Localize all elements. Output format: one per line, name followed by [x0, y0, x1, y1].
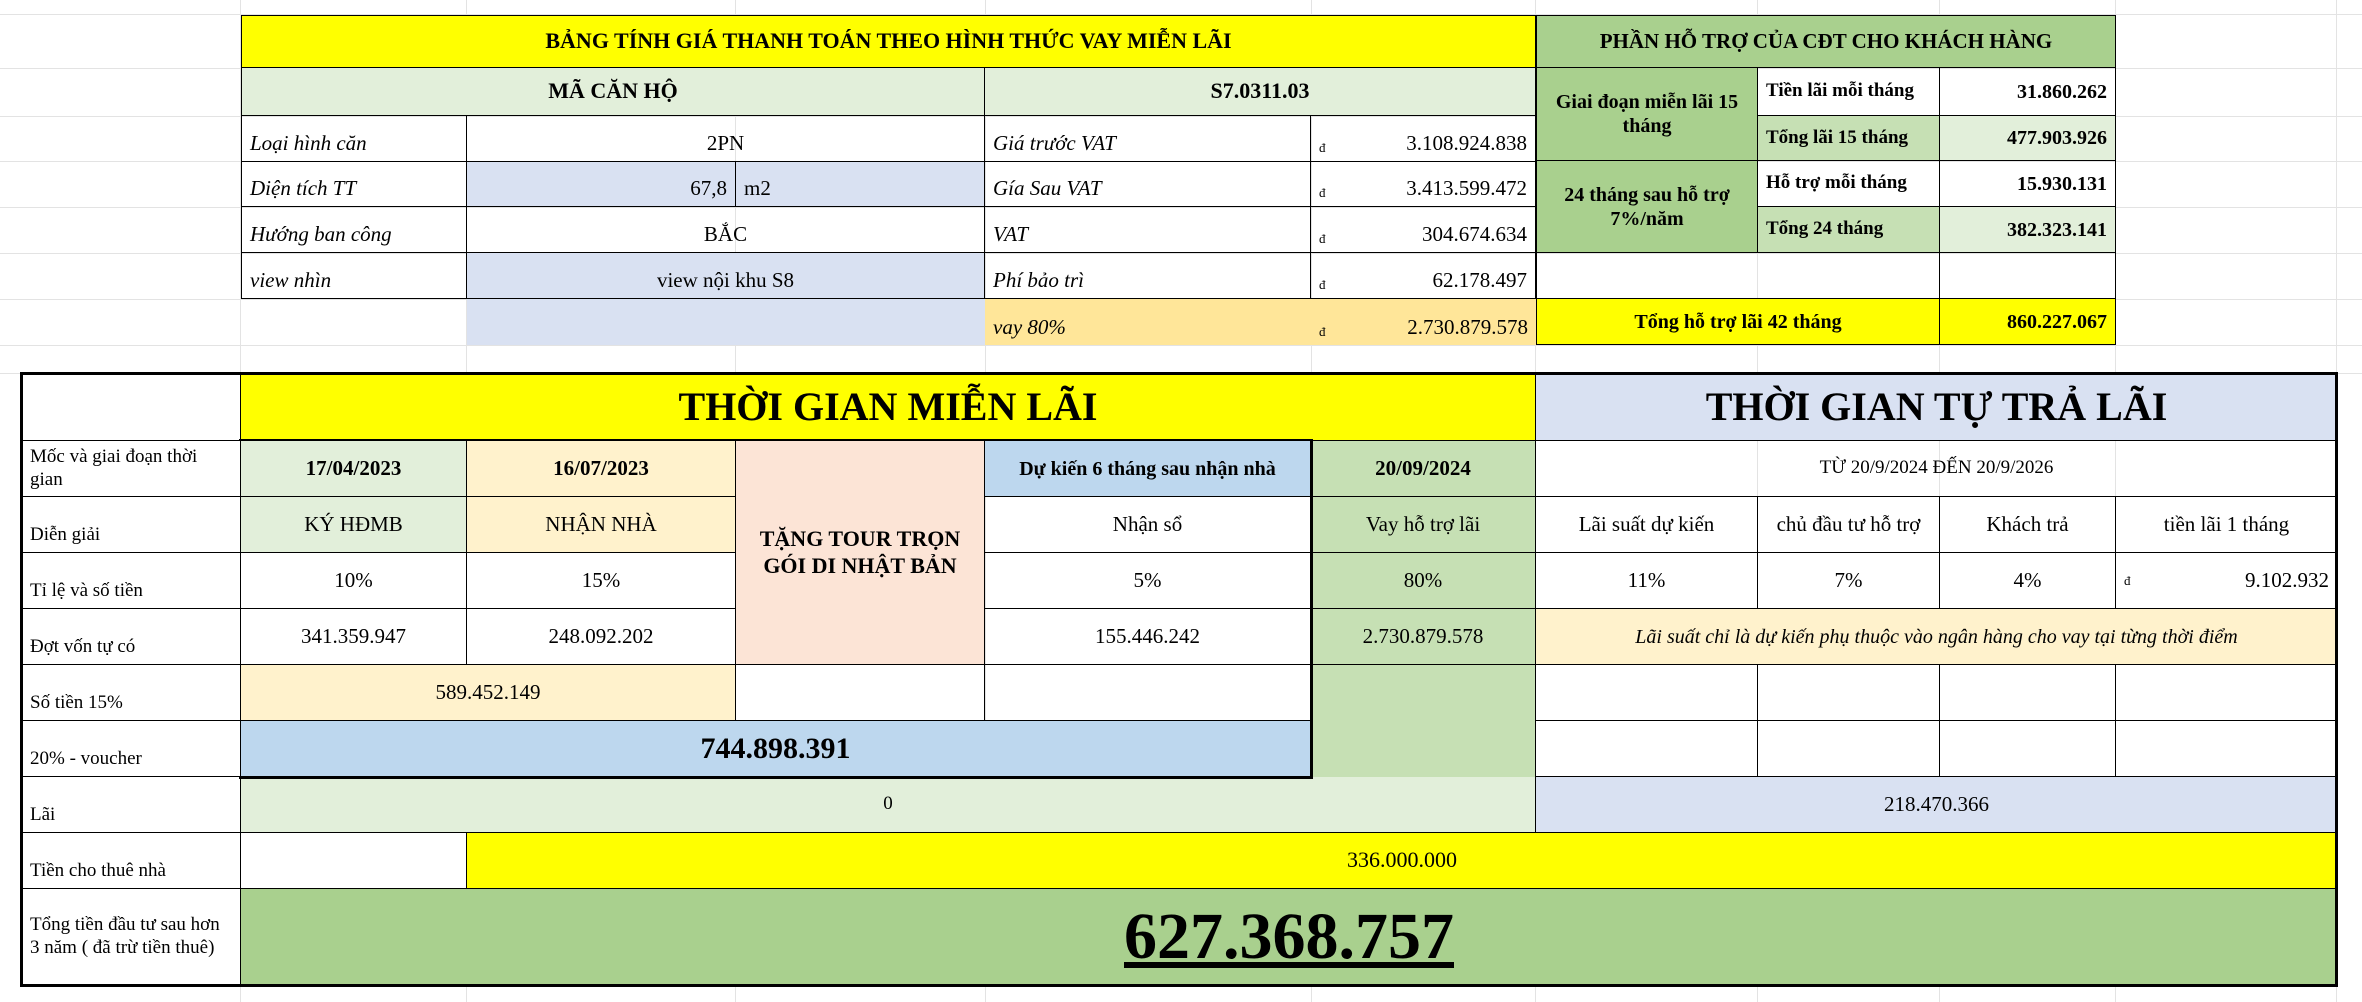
- interest-free-value[interactable]: 0: [241, 777, 1536, 833]
- view-value[interactable]: view nội khu S8: [467, 253, 985, 299]
- monthly-interest-col-label: tiền lãi 1 tháng: [2116, 497, 2337, 553]
- monthly-interest-cell[interactable]: [2116, 553, 2337, 609]
- currency-symbol: đ: [2124, 572, 2131, 588]
- row-label-total: Tổng tiền đầu tư sau hơn 3 năm ( đã trừ tiền thuê): [22, 889, 241, 985]
- col4-date[interactable]: Dự kiến 6 tháng sau nhận nhà: [985, 441, 1311, 497]
- col2-ratio[interactable]: 15%: [467, 553, 736, 609]
- col2-desc: NHẬN NHÀ: [467, 497, 736, 553]
- empty-cell: [1536, 665, 1758, 721]
- post-vat-value: 3.413.599.472: [1406, 175, 1527, 200]
- amount15-value[interactable]: 589.452.149: [241, 665, 736, 721]
- col1-amount[interactable]: 341.359.947: [241, 609, 467, 665]
- green-filler-cell: [1311, 665, 1536, 777]
- maintenance-cell[interactable]: [1311, 253, 1536, 299]
- monthly-interest-amount: 9.102.932: [2245, 567, 2329, 592]
- col1-ratio[interactable]: 10%: [241, 553, 467, 609]
- empty-cell: [1940, 665, 2116, 721]
- row-label-own-capital: Đợt vốn tự có: [22, 609, 241, 665]
- empty-cell: [2116, 665, 2337, 721]
- price-table-title: BẢNG TÍNH GIÁ THANH TOÁN THEO HÌNH THỨC VAY MIỄN LÃI: [241, 15, 1536, 68]
- voucher-value[interactable]: 744.898.391: [241, 721, 1311, 777]
- monthly-support-value[interactable]: 15.930.131: [1940, 161, 2116, 207]
- type-label: Loại hình căn: [241, 116, 467, 162]
- row-label-interest: Lãi: [22, 777, 241, 833]
- loan-value: 2.730.879.578: [1407, 314, 1528, 339]
- developer-support[interactable]: 7%: [1758, 553, 1940, 609]
- col1-date[interactable]: 17/04/2023: [241, 441, 467, 497]
- row-label-ratio: Tỉ lệ và số tiền: [22, 553, 241, 609]
- self-pay-title: THỜI GIAN TỰ TRẢ LÃI: [1536, 374, 2337, 441]
- empty-cell: [736, 665, 985, 721]
- unit-code-value[interactable]: S7.0311.03: [985, 68, 1536, 116]
- maintenance-label: Phí bảo trì: [985, 253, 1311, 299]
- area-label: Diện tích TT: [241, 162, 467, 207]
- row-label-voucher: 20% - voucher: [22, 721, 241, 777]
- interest-self-value[interactable]: 218.470.366: [1536, 777, 2337, 833]
- tour-gift: TẶNG TOUR TRỌN GÓI DI NHẬT BẢN: [736, 441, 985, 665]
- col1-desc: KÝ HĐMB: [241, 497, 467, 553]
- empty-cell: [1758, 665, 1940, 721]
- monthly-interest-value[interactable]: 31.860.262: [1940, 68, 2116, 116]
- col2-date[interactable]: 16/07/2023: [467, 441, 736, 497]
- total24-value[interactable]: 382.323.141: [1940, 207, 2116, 253]
- col4-ratio[interactable]: 5%: [985, 553, 1311, 609]
- vat-value: 304.674.634: [1422, 221, 1527, 246]
- developer-support-label: chủ đầu tư hỗ trợ: [1758, 497, 1940, 553]
- expected-rate-label: Lãi suất dự kiến: [1536, 497, 1758, 553]
- col4-amount[interactable]: 155.446.242: [985, 609, 1311, 665]
- type-value[interactable]: 2PN: [467, 116, 985, 162]
- col5-date[interactable]: 20/09/2024: [1311, 441, 1536, 497]
- pre-vat-cell[interactable]: [1311, 116, 1536, 162]
- vat-cell[interactable]: [1311, 207, 1536, 253]
- col4-desc: Nhận sổ: [985, 497, 1311, 553]
- total24-label: Tổng 24 tháng: [1758, 207, 1940, 253]
- area-unit: m2: [736, 162, 985, 207]
- loan-label: vay 80%: [985, 299, 1311, 345]
- currency-symbol: đ: [1319, 277, 1326, 293]
- pre-vat-label: Giá trước VAT: [985, 116, 1311, 162]
- empty-cell: [241, 833, 467, 889]
- total15-value[interactable]: 477.903.926: [1940, 116, 2116, 161]
- col5-amount[interactable]: 2.730.879.578: [1311, 609, 1536, 665]
- monthly-support-label: Hỗ trợ mỗi tháng: [1758, 161, 1940, 207]
- empty-cell: [2116, 721, 2337, 777]
- view-label: view nhìn: [241, 253, 467, 299]
- total15-label: Tổng lãi 15 tháng: [1758, 116, 1940, 161]
- direction-value[interactable]: BẮC: [467, 207, 985, 253]
- customer-pays[interactable]: 4%: [1940, 553, 2116, 609]
- corner-cell: [22, 374, 241, 441]
- blank-blue-cell: [467, 299, 985, 345]
- monthly-interest-label: Tiền lãi mỗi tháng: [1758, 68, 1940, 116]
- maintenance-value: 62.178.497: [1432, 267, 1527, 292]
- rent-value[interactable]: 336.000.000: [467, 833, 2337, 889]
- post-vat-cell[interactable]: [1311, 162, 1536, 207]
- grid-line: [0, 345, 2362, 346]
- col2-amount[interactable]: 248.092.202: [467, 609, 736, 665]
- empty-cell: [1940, 721, 2116, 777]
- currency-symbol: đ: [1319, 231, 1326, 247]
- phase1-label: Giai đoạn miễn lãi 15 tháng: [1536, 68, 1758, 161]
- currency-symbol: đ: [1319, 324, 1326, 340]
- free-interest-title: THỜI GIAN MIỄN LÃI: [241, 374, 1536, 441]
- unit-code-label: MÃ CĂN HỘ: [241, 68, 985, 116]
- total-investment-value[interactable]: 627.368.757: [241, 889, 2337, 985]
- vat-label: VAT: [985, 207, 1311, 253]
- empty-cell: [985, 665, 1311, 721]
- pre-vat-value: 3.108.924.838: [1406, 130, 1527, 155]
- row-label-amount15: Số tiền 15%: [22, 665, 241, 721]
- row-label-milestone: Mốc và giai đoạn thời gian: [22, 441, 241, 497]
- row-label-rent: Tiền cho thuê nhà: [22, 833, 241, 889]
- phase2-label: 24 tháng sau hỗ trợ 7%/năm: [1536, 161, 1758, 253]
- currency-symbol: đ: [1319, 140, 1326, 156]
- post-vat-label: Gía Sau VAT: [985, 162, 1311, 207]
- currency-symbol: đ: [1319, 185, 1326, 201]
- customer-pays-label: Khách trả: [1940, 497, 2116, 553]
- expected-rate[interactable]: 11%: [1536, 553, 1758, 609]
- rate-note: Lãi suất chỉ là dự kiến phụ thuộc vào ngân hàng cho vay tại từng thời điểm: [1536, 609, 2337, 665]
- empty-cell: [1536, 253, 1940, 299]
- row-label-desc: Diễn giải: [22, 497, 241, 553]
- col5-ratio[interactable]: 80%: [1311, 553, 1536, 609]
- support-title: PHẦN HỖ TRỢ CỦA CĐT CHO KHÁCH HÀNG: [1536, 15, 2116, 68]
- empty-cell: [1536, 721, 1758, 777]
- empty-cell: [1758, 721, 1940, 777]
- direction-label: Hướng ban công: [241, 207, 467, 253]
- loan-cell[interactable]: [1311, 299, 1536, 345]
- empty-cell: [1940, 253, 2116, 299]
- col5-desc: Vay hỗ trợ lãi: [1311, 497, 1536, 553]
- self-pay-period: TỪ 20/9/2024 ĐẾN 20/9/2026: [1536, 441, 2337, 497]
- total42-label: Tổng hỗ trợ lãi 42 tháng: [1536, 299, 1940, 345]
- area-value[interactable]: 67,8: [467, 162, 736, 207]
- total42-value[interactable]: 860.227.067: [1940, 299, 2116, 345]
